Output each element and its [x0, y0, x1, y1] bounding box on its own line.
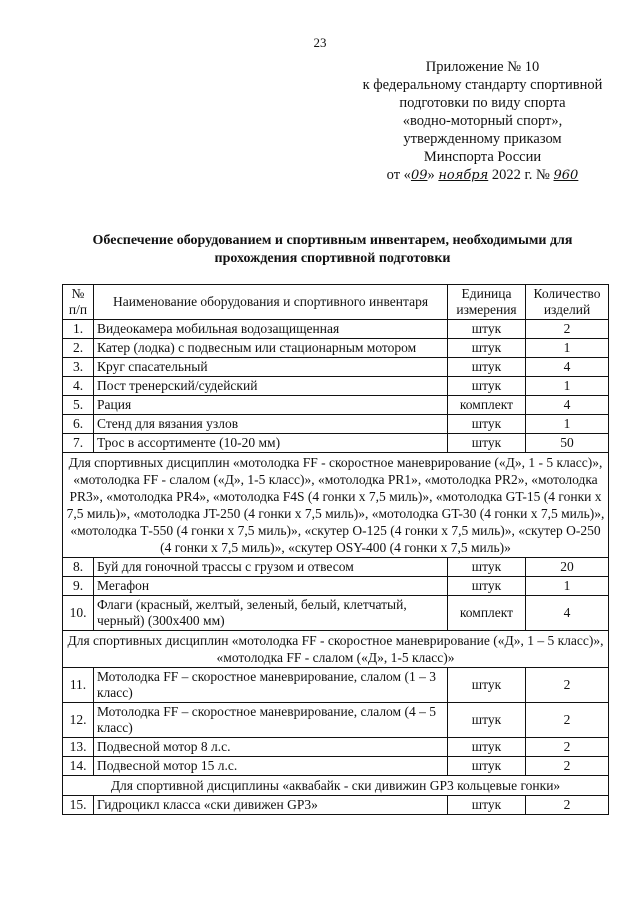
item-name: Подвесной мотор 8 л.с.	[94, 738, 448, 757]
item-name: Видеокамера мобильная водозащищенная	[94, 320, 448, 339]
row-number: 6.	[63, 415, 94, 434]
header-name: Наименование оборудования и спортивного инвентаря	[94, 285, 448, 320]
table-group	[63, 320, 609, 453]
row-number: 12.	[63, 703, 94, 738]
table-row	[63, 577, 609, 596]
table-group	[63, 558, 609, 631]
item-unit: штук	[448, 434, 526, 453]
item-unit: штук	[448, 415, 526, 434]
table-row	[63, 703, 609, 738]
row-number: 11.	[63, 668, 94, 703]
item-name: Мотолодка FF – скоростное маневрирование, слалом (1 – 3 класс)	[94, 668, 448, 703]
item-quantity: 4	[526, 358, 609, 377]
item-quantity: 1	[526, 577, 609, 596]
table-row	[63, 757, 609, 776]
item-quantity: 4	[526, 396, 609, 415]
appendix-line: утвержденному приказом	[403, 131, 562, 147]
header-unit: Единица измерения	[448, 285, 526, 320]
row-number: 15.	[63, 796, 94, 815]
table-row	[63, 434, 609, 453]
item-unit: штук	[448, 577, 526, 596]
row-number: 14.	[63, 757, 94, 776]
date-year: 2022 г. №	[491, 167, 550, 183]
item-unit: штук	[448, 377, 526, 396]
section-heading: Для спортивной дисциплины «аквабайк - ски дивижин GP3 кольцевые гонки»	[63, 776, 609, 796]
item-name: Круг спасательный	[94, 358, 448, 377]
item-name: Подвесной мотор 15 л.с.	[94, 757, 448, 776]
item-quantity: 2	[526, 757, 609, 776]
item-quantity: 2	[526, 668, 609, 703]
item-quantity: 50	[526, 434, 609, 453]
item-name: Катер (лодка) с подвесным или стационарным мотором	[94, 339, 448, 358]
item-name: Пост тренерский/судейский	[94, 377, 448, 396]
row-number: 5.	[63, 396, 94, 415]
section-row	[63, 776, 609, 796]
date-mid: »	[427, 167, 435, 183]
item-quantity: 1	[526, 415, 609, 434]
item-unit: штук	[448, 339, 526, 358]
item-unit: комплект	[448, 596, 526, 631]
row-number: 13.	[63, 738, 94, 757]
table-group	[63, 796, 609, 815]
item-name: Трос в ассортименте (10-20 мм)	[94, 434, 448, 453]
appendix-line: Приложение № 10	[425, 59, 540, 75]
item-quantity: 4	[526, 596, 609, 631]
table-row	[63, 415, 609, 434]
appendix-line: подготовки по виду спорта	[399, 95, 566, 111]
document-title: Обеспечение оборудованием и спортивным инвентарем, необходимыми для прохождения спортивной подготовки	[92, 233, 573, 266]
item-unit: штук	[448, 796, 526, 815]
table-row	[63, 596, 609, 631]
header-num: № п/п	[63, 285, 94, 320]
date-day: 09	[410, 168, 428, 183]
date-month: ноября	[438, 168, 489, 183]
row-number: 1.	[63, 320, 94, 339]
table-row	[63, 668, 609, 703]
table-header-row	[63, 285, 609, 320]
table-row	[63, 358, 609, 377]
header-qty: Количество изделий	[526, 285, 609, 320]
table-row	[63, 796, 609, 815]
item-quantity: 2	[526, 320, 609, 339]
appendix-line: «водно-моторный спорт»,	[402, 113, 563, 129]
section-row	[63, 453, 609, 558]
table-row	[63, 396, 609, 415]
item-unit: штук	[448, 358, 526, 377]
item-quantity: 2	[526, 796, 609, 815]
section-heading: Для спортивных дисциплин «мотолодка FF - скоростное маневрирование («Д», 1 - 5 класс)», «мотолодка FF - слалом («Д», 1-5 класс)», «мотолодка PR1», «мотолодка PR2», «мотолодка PR3», «мотолодка PR4», «мотолодка F4S (4 гонки х 7,5 миль)», «мотолодка GT-15 (4 гонки х 7,5 миль)», «мотолодка JT-250 (4 гонки х 7,5 миль)», «мотолодка GT-30 (4 гонки х 7,5 миль)», «мотолодка Т-550 (4 гонки х 7,5 миль)», «скутер О-125 (4 гонки х 7,5 миль)», «скутер О-250 (4 гонки х 7,5 миль)», «скутер OSY-400 (4 гонки х 7,5 миль)»	[63, 453, 609, 558]
row-number: 9.	[63, 577, 94, 596]
table-row	[63, 320, 609, 339]
item-name: Мегафон	[94, 577, 448, 596]
item-unit: штук	[448, 668, 526, 703]
item-quantity: 2	[526, 703, 609, 738]
date-prefix: от «	[386, 167, 411, 183]
item-name: Рация	[94, 396, 448, 415]
row-number: 8.	[63, 558, 94, 577]
table-group	[63, 668, 609, 776]
item-name: Гидроцикл класса «ски дивижен GP3»	[94, 796, 448, 815]
item-name: Мотолодка FF – скоростное маневрирование, слалом (4 – 5 класс)	[94, 703, 448, 738]
row-number: 4.	[63, 377, 94, 396]
appendix-line: к федеральному стандарту спортивной	[362, 77, 603, 93]
item-unit: штук	[448, 703, 526, 738]
item-unit: штук	[448, 558, 526, 577]
order-number: 960	[553, 168, 579, 183]
table-row	[63, 339, 609, 358]
item-name: Стенд для вязания узлов	[94, 415, 448, 434]
item-quantity: 20	[526, 558, 609, 577]
row-number: 3.	[63, 358, 94, 377]
item-unit: штук	[448, 757, 526, 776]
item-quantity: 1	[526, 377, 609, 396]
table-row	[63, 738, 609, 757]
item-quantity: 1	[526, 339, 609, 358]
page-number: 23	[313, 35, 327, 50]
item-name: Буй для гоночной трассы с грузом и отвесом	[94, 558, 448, 577]
inventory-table	[62, 284, 609, 815]
order-date-line	[350, 166, 615, 185]
item-name: Флаги (красный, желтый, зеленый, белый, клетчатый, черный) (300х400 мм)	[94, 596, 448, 631]
item-unit: штук	[448, 320, 526, 339]
table-row	[63, 377, 609, 396]
row-number: 10.	[63, 596, 94, 631]
item-quantity: 2	[526, 738, 609, 757]
table-row	[63, 558, 609, 577]
item-unit: штук	[448, 738, 526, 757]
row-number: 2.	[63, 339, 94, 358]
item-unit: комплект	[448, 396, 526, 415]
row-number: 7.	[63, 434, 94, 453]
section-heading: Для спортивных дисциплин «мотолодка FF - скоростное маневрирование («Д», 1 – 5 класс)», «мотолодка FF - слалом («Д», 1-5 класс)»	[63, 631, 609, 668]
appendix-block	[350, 58, 615, 185]
section-row	[63, 631, 609, 668]
appendix-line: Минспорта России	[423, 149, 542, 165]
